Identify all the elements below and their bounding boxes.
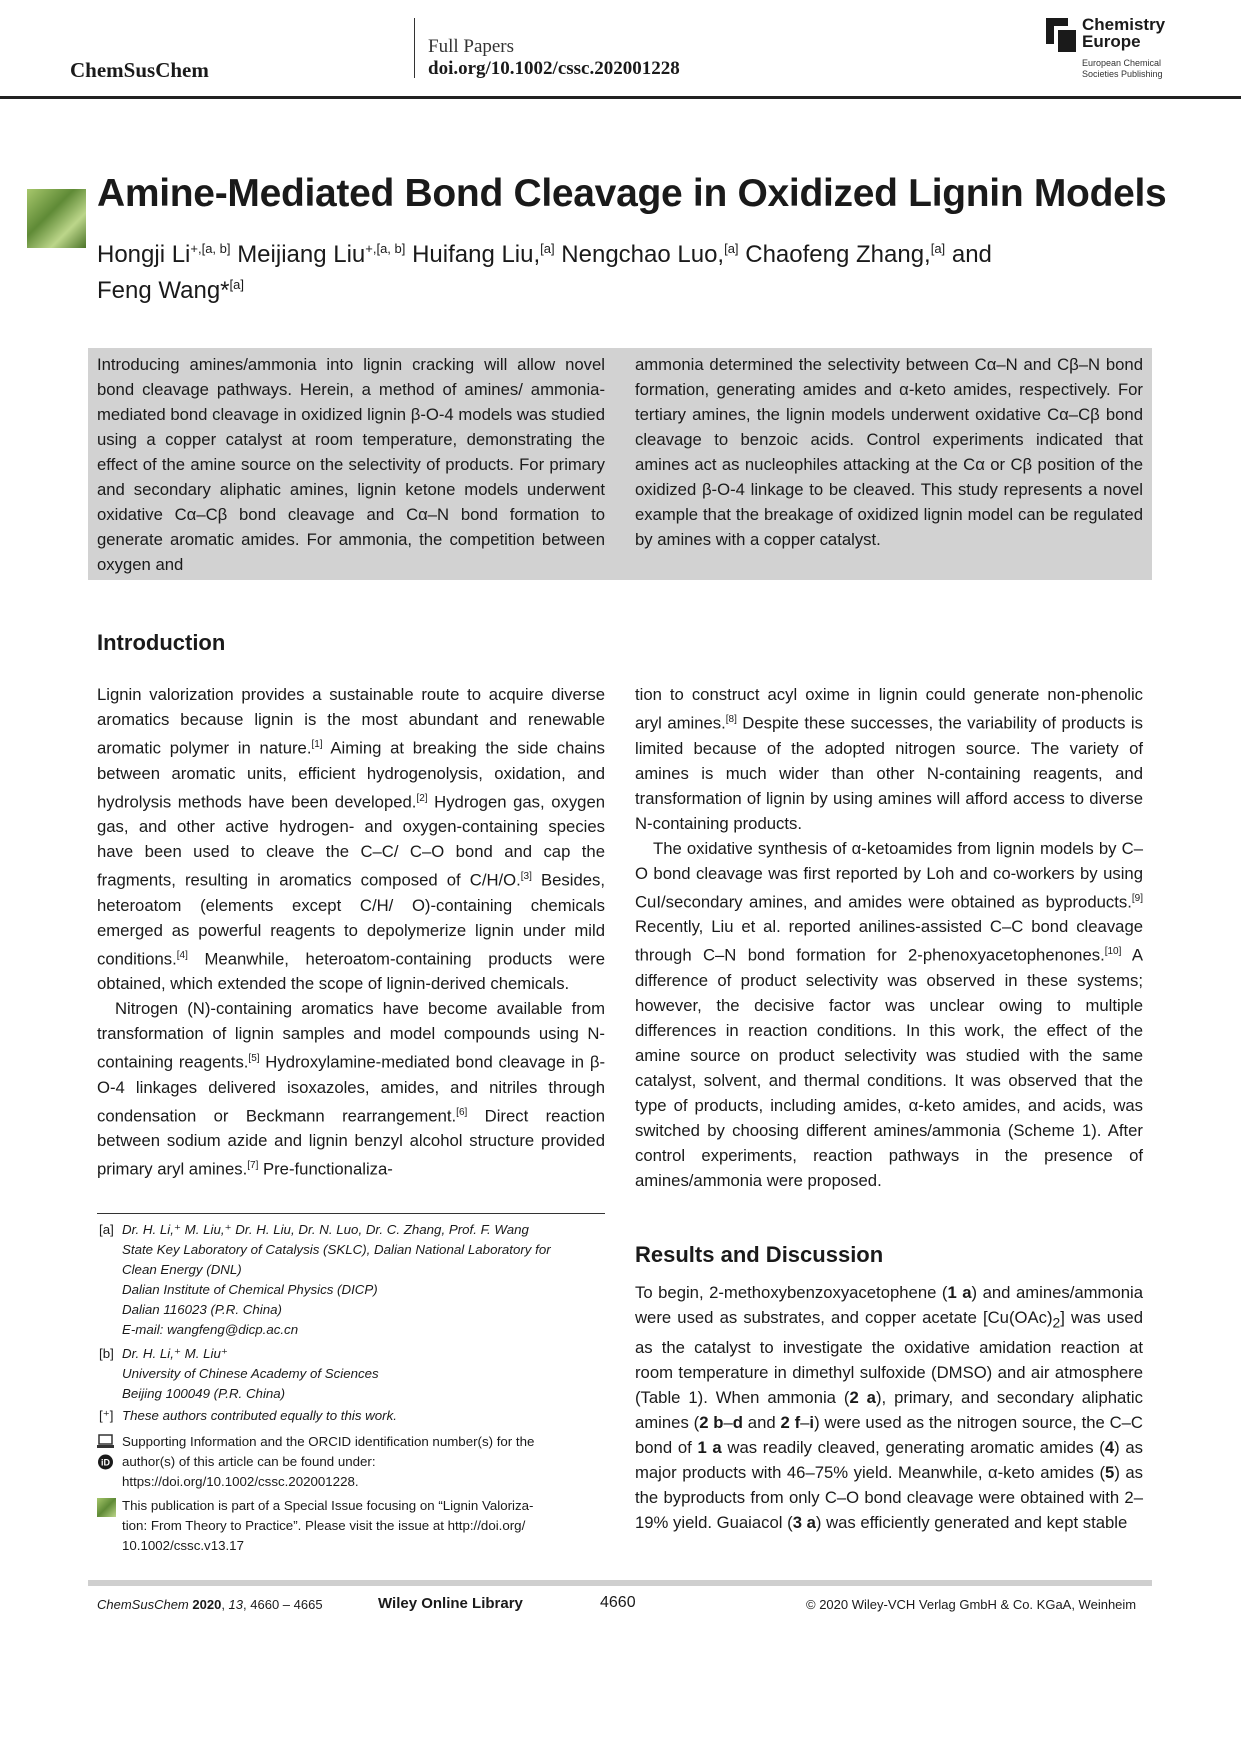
computer-icon <box>97 1434 114 1450</box>
publisher-name: Chemistry Europe <box>1082 15 1166 51</box>
section-heading-introduction: Introduction <box>97 630 226 655</box>
special-issue-link[interactable]: 10.1002/cssc.v13.17 <box>122 1538 244 1553</box>
footnote-email[interactable]: E-mail: wangfeng@dicp.ac.cn <box>122 1322 299 1337</box>
article-doi[interactable]: doi.org/10.1002/cssc.202001228 <box>428 58 680 79</box>
section-heading-results: Results and Discussion <box>635 1242 884 1267</box>
intro-paragraph-2: Nitrogen (N)-containing aromatics have become available from transformation of lignin samples and model compounds using N-containing reagents.[5] Hydroxylamine-mediated bond cleavage in β-O-4 linkages delivered isoxazoles, amides, and nitriles through condensation or Beckmann rearrangement.[6] Direct reaction between sodium azide and lignin benzyl alcohol structure provided primary aryl amines.[7] Pre-functionaliza- <box>97 999 605 1179</box>
publisher-subtitle: European Chemical Societies Publishing <box>1082 58 1163 79</box>
footnote-supporting-info: iD Supporting Information and the ORCID identification number(s) for the author(s) of this article can be found under: https://doi.org/10.1002/cssc.202001228. <box>97 1432 617 1492</box>
special-issue-icon <box>97 1498 116 1517</box>
footnote-a: [a] Dr. H. Li,⁺ M. Liu,⁺ Dr. H. Liu, Dr. N. Luo, Dr. C. Zhang, Prof. F. Wang State Key Laboratory of Catalysis (SKLC), Dalian National Laboratory for Clean Energy (DNL) Dalian Institute of Chemical Physics (DICP) Dalian 116023 (P.R. China) E-mail: wangfeng@dicp.ac.cn <box>97 1220 617 1340</box>
footnote-rule <box>97 1213 605 1214</box>
author-list: Hongji $Li^{+,[a, b]}$ Meijiang Liu$^{+,[a, b]}$ Huifang Liu,[a] Nengchao Luo,[a] Chaofeng Zhang,[a] and Feng Wang*[a] <box>97 241 992 304</box>
special-issue-thumbnail <box>27 189 86 248</box>
journal-name: ChemSusChem <box>70 58 209 82</box>
orcid-icon <box>97 1454 114 1470</box>
intro-paragraph-1: Lignin valorization provides a sustainable route to acquire diverse aromatics because lignin is the most abundant and renewable aromatic polymer in nature.[1] Aiming at breaking the side chains between aromatic units, efficient hydrogenolysis, oxidation, and hydrolysis methods have been developed.[2] Hydrogen gas, oxygen gas, and other active hydrogen- and oxygen-containing species have been used to cleave the C–C/ C–O bond and cap the fragments, resulting in aromatics composed of C/H/O.[3] Besides, heteroatom (elements except C/H/ O)-containing chemicals emerged as powerful reagents to depolymerize lignin under mild conditions.[4] Meanwhile, heteroatom-containing products were obtained, which extended the scope of lignin-derived chemicals. <box>97 685 606 994</box>
wiley-online-library-link[interactable]: Wiley Online Library <box>378 1595 523 1612</box>
page-number: 4660 <box>600 1594 636 1611</box>
footer-rule <box>88 1580 1152 1586</box>
footnote-b: [b] Dr. H. Li,⁺ M. Liu⁺ University of Chinese Academy of Sciences Beijing 100049 (P.R. China) <box>99 1346 379 1401</box>
header-divider <box>414 18 415 78</box>
copyright: © 2020 Wiley-VCH Verlag GmbH & Co. KGaA, Weinheim <box>806 1597 1137 1612</box>
footnote-equal-contribution: [⁺] These authors contributed equally to this work. <box>99 1408 397 1423</box>
article-title: Amine-Mediated Bond Cleavage in Oxidized Lignin Models <box>97 172 1167 215</box>
abstract-right: ammonia determined the selectivity between Cα–N and Cβ–N bond formation, generating amides and α-keto amides, respectively. For tertiary amines, the lignin models underwent oxidative Cα–Cβ bond cleavage to benzoic acids. Control experiments indicated that amines act as nucleophiles attacking at the Cα or Cβ position of the oxidized β-O-4 linkage to be cleaved. This study represents a novel example that the breakage of oxidized lignin model can be regulated by amines with a copper catalyst. <box>635 355 1143 549</box>
article-type: Full Papers <box>428 36 515 57</box>
intro-paragraph-2-cont: tion to construct acyl oxime in lignin could generate non-phenolic aryl amines.[8] Despite these successes, the variability of products is limited because of the adopted nitrogen source. The variety of amines is much wider than other N-containing reagents, and transformation of lignin by using amines will afford access to diverse N-containing products. <box>635 685 1143 833</box>
intro-column-right <box>635 682 1143 1193</box>
supporting-info-link[interactable]: https://doi.org/10.1002/cssc.202001228. <box>122 1474 359 1489</box>
header-rule <box>0 96 1241 99</box>
abstract-left: Introducing amines/ammonia into lignin cracking will allow novel bond cleavage pathways. Herein, a method of amines/ ammonia-mediated bond cleavage in oxidized lignin β-O-4 models was studied using a copper catalyst at room temperature, demonstrating the effect of the amine source on the selectivity of products. For primary and secondary aliphatic amines, lignin ketone models underwent oxidative Cα–Cβ bond cleavage and Cα–N bond formation to generate aromatic amides. For ammonia, the competition between oxygen and <box>97 355 605 574</box>
chemistry-europe-logo-icon <box>1046 18 1076 52</box>
footer-citation: ChemSusChem 2020, 13, 4660 – 4665 <box>97 1597 323 1612</box>
results-paragraph: To begin, 2-methoxybenzoxyacetophene (1 a) and amines/ammonia were used as substrates, and copper acetate $[Cu(OAc)_2]$ was used as the catalyst to investigate the oxidative amidation reaction at room temperature in dimethyl sulfoxide (DMSO) and air atmosphere (Table 1). When ammonia (2 a), primary, and secondary aliphatic amines (2 b–d and 2 f–i) were used as the nitrogen source, the C–C bond of 1 a was readily cleaved, generating aromatic amides (4) as major products with 46–75% yield. Meanwhile, α-keto amides (5) as the byproducts from only C–O bond cleavage were obtained with 2–19% yield. Guaiacol (3 a) was efficiently generated and kept stable <box>635 1283 1144 1533</box>
intro-column-left <box>97 682 605 1182</box>
footnote-special-issue: This publication is part of a Special Issue focusing on “Lignin Valoriza- tion: From Theory to Practice”. Please visit the issue at http://doi.org/ 10.1002/cssc.v13.17 <box>97 1496 617 1556</box>
intro-paragraph-3: The oxidative synthesis of α-ketoamides from lignin models by C–O bond cleavage was first reported by Loh and co-workers by using CuI/secondary amines, and amides were obtained as byproducts.[9] Recently, Liu et al. reported anilines-assisted C–C bond cleavage through C–N bond formation for 2-phenoxyacetophenones.[10] A difference of product selectivity was observed in these systems; however, the decisive factor was unclear owing to multiple differences in reaction conditions. In this work, the effect of the amine source on product selectivity was studied with the same catalyst, solvent, and thermal conditions. It was observed that the type of products, including amides, α-keto amides, and acids, was switched by choosing different amines/ammonia (Scheme 1). After control experiments, reaction pathways in the presence of amines/ammonia were proposed. <box>635 838 1143 1190</box>
svg-text:iD: iD <box>101 1457 110 1468</box>
